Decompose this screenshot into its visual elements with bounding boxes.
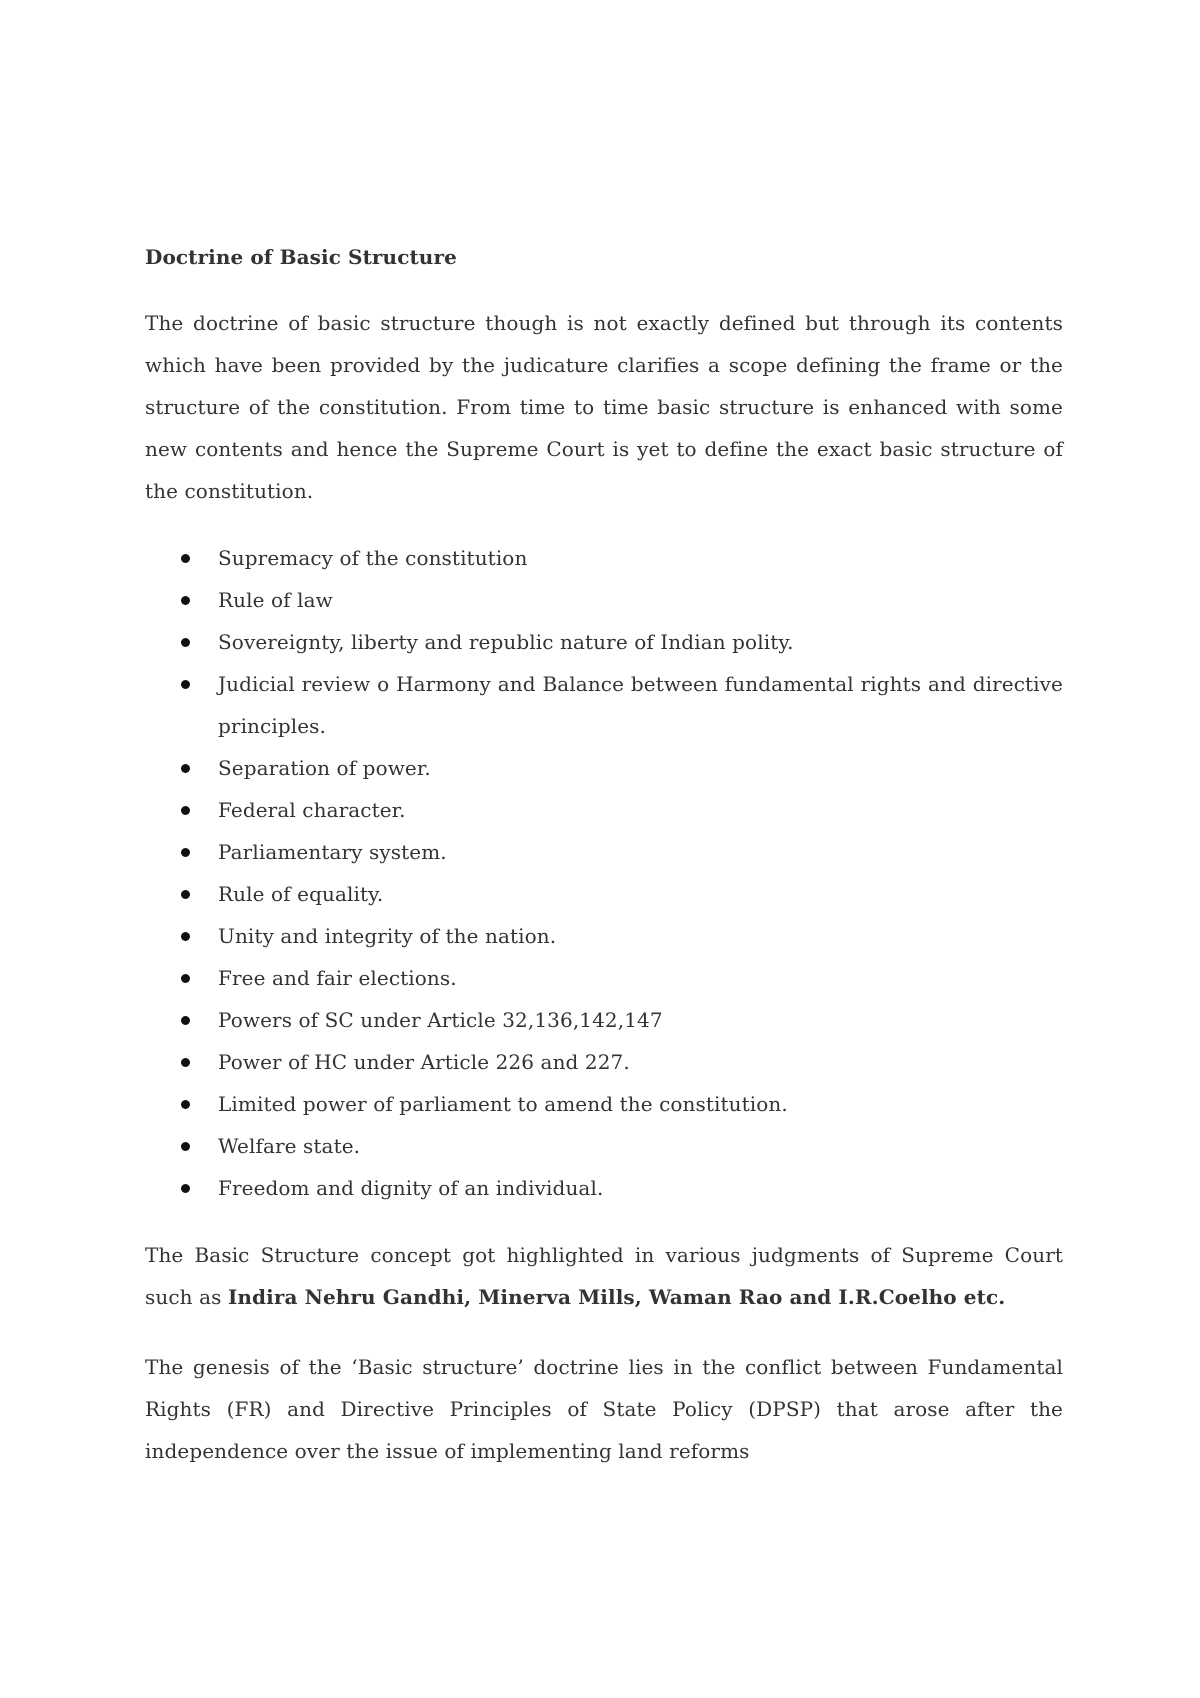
list-item-text: Parliamentary system. bbox=[218, 840, 447, 864]
bullet-icon bbox=[181, 1058, 190, 1067]
list-item-text: Freedom and dignity of an individual. bbox=[218, 1176, 604, 1200]
bullet-icon bbox=[181, 1184, 190, 1193]
basic-structure-list bbox=[145, 537, 1063, 1209]
cases-paragraph bbox=[145, 1234, 1063, 1318]
list-item bbox=[218, 789, 1063, 831]
bullet-icon bbox=[181, 554, 190, 563]
list-item-text: Limited power of parliament to amend the constitution. bbox=[218, 1092, 788, 1116]
bullet-icon bbox=[181, 890, 190, 899]
list-item-text: Powers of SC under Article 32,136,142,147 bbox=[218, 1008, 663, 1032]
list-item-text: Power of HC under Article 226 and 227. bbox=[218, 1050, 630, 1074]
list-item bbox=[218, 1125, 1063, 1167]
list-item bbox=[218, 957, 1063, 999]
bullet-icon bbox=[181, 1142, 190, 1151]
list-item-text: Separation of power. bbox=[218, 756, 431, 780]
list-item bbox=[218, 663, 1063, 747]
list-item bbox=[218, 831, 1063, 873]
intro-paragraph: The doctrine of basic structure though is not exactly defined but through its contents which have been provided by the judicature clarifies a scope defining the frame or the structure of the constitution. From time to time basic structure is enhanced with some new contents and hence the Supreme Court is yet to define the exact basic structure of the constitution. bbox=[145, 311, 1063, 503]
case-names: Indira Nehru Gandhi, Minerva Mills, Waman Rao and I.R.Coelho etc. bbox=[227, 1285, 1006, 1309]
list-item-text: Welfare state. bbox=[218, 1134, 361, 1158]
list-item bbox=[218, 1041, 1063, 1083]
list-item bbox=[218, 873, 1063, 915]
bullet-icon bbox=[181, 596, 190, 605]
bullet-icon bbox=[181, 974, 190, 983]
bullet-icon bbox=[181, 1016, 190, 1025]
list-item-text: Free and fair elections. bbox=[218, 966, 457, 990]
list-item bbox=[218, 579, 1063, 621]
list-item-text: Judicial review o Harmony and Balance between fundamental rights and directive principles. bbox=[218, 672, 1063, 738]
list-item-text: Unity and integrity of the nation. bbox=[218, 924, 557, 948]
bullet-icon bbox=[181, 806, 190, 815]
list-item-text: Sovereignty, liberty and republic nature of Indian polity. bbox=[218, 630, 794, 654]
list-item-text: Supremacy of the constitution bbox=[218, 546, 528, 570]
bullet-icon bbox=[181, 680, 190, 689]
genesis-paragraph: The genesis of the ‘Basic structure’ doctrine lies in the conflict between Fundamental Rights (FR) and Directive Principles of State Policy (DPSP) that arose after the independence over the issue of implementing land reforms bbox=[145, 1355, 1063, 1463]
list-item bbox=[218, 1083, 1063, 1125]
cases-lead-text: The Basic Structure concept got highlighted in various judgments of Supreme Court such as bbox=[145, 1243, 1063, 1309]
list-item-text: Federal character. bbox=[218, 798, 406, 822]
bullet-icon bbox=[181, 638, 190, 647]
list-item bbox=[218, 537, 1063, 579]
list-item bbox=[218, 747, 1063, 789]
bullet-icon bbox=[181, 932, 190, 941]
list-item-text: Rule of law bbox=[218, 588, 333, 612]
bullet-icon bbox=[181, 1100, 190, 1109]
list-item bbox=[218, 999, 1063, 1041]
bullet-icon bbox=[181, 764, 190, 773]
list-item bbox=[218, 1167, 1063, 1209]
bullet-icon bbox=[181, 848, 190, 857]
list-item bbox=[218, 915, 1063, 957]
document-title: Doctrine of Basic Structure bbox=[145, 245, 457, 269]
list-item bbox=[218, 621, 1063, 663]
list-item-text: Rule of equality. bbox=[218, 882, 384, 906]
